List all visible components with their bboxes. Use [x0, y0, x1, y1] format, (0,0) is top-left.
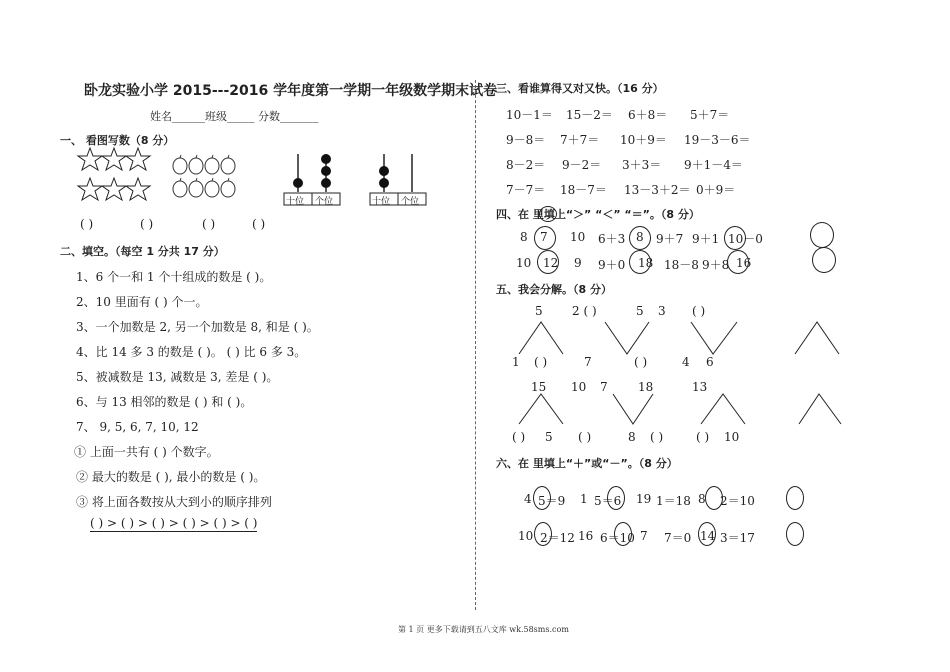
calc-item: 3＋3＝	[622, 158, 662, 172]
fill-item: ③ 将上面各数按从大到小的顺序排列	[76, 495, 272, 509]
apple-icon	[189, 155, 203, 174]
number-bond-value: 8	[628, 430, 636, 444]
answer-blank[interactable]: ( )	[252, 217, 266, 231]
compare-value: 8	[520, 230, 528, 244]
compare-value: 9＋0	[598, 258, 626, 272]
number-bond-value: 15	[531, 380, 547, 394]
number-bond-value: 10	[724, 430, 740, 444]
star-icon	[126, 148, 150, 170]
equation-part: 5＝9	[538, 494, 566, 508]
equation-part: 7	[640, 529, 648, 543]
number-bond-value: 1	[512, 355, 520, 369]
star-icon	[126, 178, 150, 200]
student-info: 姓名______班级_____ 分数_______	[150, 110, 319, 123]
equation-part: 14	[700, 529, 716, 543]
abacus-2-ones-label: 个位	[401, 197, 420, 207]
number-bond-value[interactable]: ( )	[696, 430, 710, 444]
star-icon	[102, 178, 126, 200]
number-bond-value: ( )	[692, 304, 706, 318]
equation-part: 8	[698, 492, 706, 506]
compare-value: 10	[516, 256, 532, 270]
answer-circle[interactable]	[698, 522, 716, 546]
compare-value: 6＋3	[598, 232, 626, 246]
number-bond-value: 7	[600, 380, 608, 394]
answer-blank[interactable]: ( )	[202, 217, 216, 231]
calc-item: 8－2＝	[506, 158, 546, 172]
calc-item: 0＋9＝	[696, 183, 736, 197]
number-bond-value[interactable]: ( )	[634, 355, 648, 369]
star-icon	[102, 148, 126, 170]
fill-item: 1、6 个一和 1 个十组成的数是 ( )。	[76, 270, 272, 284]
compare-value: 10－0	[728, 232, 763, 246]
number-bond-lines-row1	[505, 318, 845, 358]
section-4-heading: 四、在 里填上“＞” “＜” “＝”。（8 分）	[496, 208, 700, 221]
bead	[293, 178, 303, 188]
calc-item: 19－3－6＝	[684, 133, 751, 147]
number-bond-value: 10	[571, 380, 587, 394]
answer-circle[interactable]	[812, 247, 836, 273]
number-bond-lines-row2	[505, 392, 845, 428]
section-2-heading: 二、填空。（每空 1 分共 17 分）	[60, 245, 225, 258]
number-bond-value[interactable]: ( )	[578, 430, 592, 444]
calc-item: 13－3＋2＝	[624, 183, 691, 197]
equation-part: 4	[524, 492, 532, 506]
number-bond-value[interactable]: ( )	[512, 430, 526, 444]
abacus-1-tens-label: 十位	[286, 197, 305, 207]
column-divider	[475, 80, 476, 610]
fill-item: 7、 9, 5, 6, 7, 10, 12	[76, 420, 199, 434]
star-icon	[78, 178, 102, 200]
number-bond-value[interactable]: ( )	[534, 355, 548, 369]
compare-value: 10	[570, 230, 586, 244]
number-bond-value: 6	[706, 355, 714, 369]
equation-part: 16	[578, 529, 594, 543]
calc-item: 9＋1－4＝	[684, 158, 743, 172]
ordering-row[interactable]: ( ) > ( ) > ( ) > ( ) > ( ) > ( )	[90, 516, 258, 530]
number-bond-value: 5	[545, 430, 553, 444]
answer-circle[interactable]	[786, 486, 804, 510]
calc-item: 9－8＝	[506, 133, 546, 147]
answer-blank[interactable]: ( )	[80, 217, 94, 231]
calc-item: 18－7＝	[560, 183, 607, 197]
apple-icon	[221, 155, 235, 174]
calc-item: 10＋9＝	[620, 133, 667, 147]
number-bond-value: 13	[692, 380, 708, 394]
equation-part: 1	[580, 492, 588, 506]
fill-item: 5、被减数是 13, 减数是 3, 差是 ( )。	[76, 370, 279, 384]
answer-blank[interactable]: ( )	[140, 217, 154, 231]
number-bond-value: 2 ( )	[572, 304, 597, 318]
number-bond-value: 5	[535, 304, 543, 318]
star-icon	[78, 148, 102, 170]
number-bond-value: 4	[682, 355, 690, 369]
equation-part: 10	[518, 529, 534, 543]
apples-figure	[172, 155, 238, 199]
exam-title: 卧龙实验小学 2015---2016 学年度第一学期一年级数学期末试卷	[84, 83, 498, 99]
number-bond-value: 18	[638, 380, 654, 394]
compare-value: 8	[636, 230, 644, 244]
section-5-heading: 五、我会分解。（8 分）	[496, 283, 612, 296]
compare-value: 18	[638, 256, 654, 270]
calc-item: 9－2＝	[562, 158, 602, 172]
compare-value: 16	[736, 256, 752, 270]
compare-value: 9＋8	[702, 258, 730, 272]
section-6-heading: 六、在 里填上“＋”或“－”。（8 分）	[496, 457, 678, 470]
apple-icon	[173, 155, 187, 174]
fill-item: 2、10 里面有 ( ) 个一。	[76, 295, 208, 309]
bead	[379, 166, 389, 176]
apple-icon	[205, 178, 219, 197]
bead	[321, 166, 331, 176]
answer-circle[interactable]	[614, 522, 632, 546]
equation-part: 3＝17	[720, 531, 755, 545]
apple-icon	[173, 178, 187, 197]
page-footer: 第 1 页 更多下载请到五八文库 wk.58sms.com	[398, 625, 569, 634]
apple-icon	[189, 178, 203, 197]
bead	[379, 178, 389, 188]
compare-value: 7	[540, 230, 548, 244]
calc-item: 7－7＝	[506, 183, 546, 197]
calc-item: 7＋7＝	[560, 133, 600, 147]
section-3-heading: 三、看谁算得又对又快。（16 分）	[496, 82, 664, 95]
number-bond-value: 5	[636, 304, 644, 318]
fill-item: 6、与 13 相邻的数是 ( ) 和 ( )。	[76, 395, 253, 409]
fill-item: 3、一个加数是 2, 另一个加数是 8, 和是 ( )。	[76, 320, 319, 334]
equation-part: 19	[636, 492, 652, 506]
apple-icon	[221, 178, 235, 197]
fill-item: 4、比 14 多 3 的数是 ( )。 ( ) 比 6 多 3。	[76, 345, 307, 359]
abacus-1-ones-label: 个位	[315, 197, 334, 207]
compare-value: 9＋7	[656, 232, 684, 246]
equation-part: 2＝12	[540, 531, 575, 545]
apple-icon	[205, 155, 219, 174]
section-1-heading: 一、 看图写数（8 分）	[60, 134, 175, 147]
compare-value: 9＋1	[692, 232, 720, 246]
equation-part: 1＝18	[656, 494, 691, 508]
number-bond-value[interactable]: ( )	[650, 430, 664, 444]
calc-item: 15－2＝	[566, 108, 613, 122]
equation-part: 7＝0	[664, 531, 692, 545]
equation-part: 2＝10	[720, 494, 755, 508]
stars-figure	[78, 148, 150, 206]
fill-item: ① 上面一共有 ( ) 个数字。	[74, 445, 219, 459]
bead	[321, 178, 331, 188]
abacus-2-tens-label: 十位	[372, 197, 391, 207]
equation-part: 5＝6	[594, 494, 622, 508]
compare-value: 9	[574, 256, 582, 270]
number-bond-value: 3	[658, 304, 666, 318]
compare-value: 12	[543, 256, 559, 270]
answer-circle[interactable]	[786, 522, 804, 546]
number-bond-value: 7	[584, 355, 592, 369]
answer-circle[interactable]	[810, 222, 834, 248]
circle-icon	[539, 206, 557, 222]
calc-item: 10－1＝	[506, 108, 553, 122]
calc-item: 6＋8＝	[628, 108, 668, 122]
equation-part: 6＝10	[600, 531, 635, 545]
bead	[321, 154, 331, 164]
calc-item: 5＋7＝	[690, 108, 730, 122]
fill-item: ② 最大的数是 ( ), 最小的数是 ( )。	[76, 470, 266, 484]
compare-value: 18－8	[664, 258, 699, 272]
